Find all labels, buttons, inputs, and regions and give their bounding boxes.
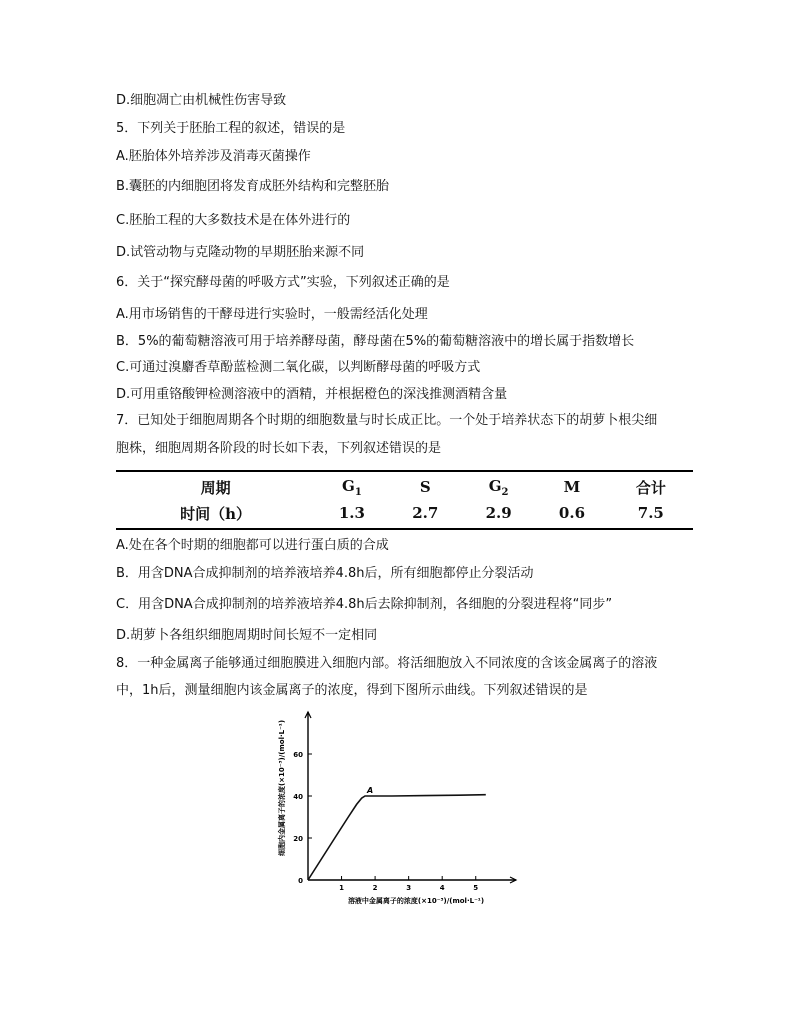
question-8-stem-line2: 中，1h后，测量细胞内该金属离子的浓度，得到下图所示曲线。下列叙述错误的是 [116,683,588,698]
table-header-row [116,471,693,500]
table-cell: 1.3 [315,500,388,529]
question-8-stem-line1: 8．一种金属离子能够通过细胞膜进入细胞内部。将活细胞放入不同浓度的含该金属离子的溶液 [116,656,658,671]
table-header-cell: S [389,471,462,500]
y-tick-label: 40 [293,793,303,801]
y-tick-label: 60 [293,751,303,759]
concentration-curve [308,795,486,880]
table-header-cell: 合计 [609,471,693,500]
option-b-q7: B．用含DNA合成抑制剂的培养液培养4.8h后，所有细胞都停止分裂活动 [116,566,534,581]
table-cell: 2.7 [389,500,462,529]
option-c-q5: C.胚胎工程的大多数技术是在体外进行的 [116,213,351,228]
y-axis-label: 细胞内金属离子的浓度(×10⁻³)/(mol·L⁻¹) [278,719,286,857]
option-b-q6: B．5%的葡萄糖溶液可用于培养酵母菌，酵母菌在5%的葡萄糖溶液中的增长属于指数增长 [116,334,635,349]
point-label-a: A [367,786,374,795]
y-tick-label: 0 [298,877,303,885]
table-header-cell: 周期 [116,471,315,500]
option-d-q6: D.可用重铬酸钾检测溶液中的酒精，并根据橙色的深浅推测酒精含量 [116,387,508,402]
option-a-q5: A.胚胎体外培养涉及消毒灭菌操作 [116,149,311,164]
question-6-stem: 6．关于“探究酵母菌的呼吸方式”实验，下列叙述正确的是 [116,275,450,290]
table-header-cell: $G_2$ [462,471,535,500]
option-c-q7: C．用含DNA合成抑制剂的培养液培养4.8h后去除抑制剂，各细胞的分裂进程将“同步” [116,597,613,612]
option-c-q6: C.可通过溴麝香草酚蓝检测二氧化碳，以判断酵母菌的呼吸方式 [116,360,481,375]
table-cell: 0.6 [535,500,608,529]
question-7-stem-line1: 7．已知处于细胞周期各个时期的细胞数量与时长成正比。一个处于培养状态下的胡萝卜根尖细 [116,413,658,428]
table-header-cell: $G_1$ [315,471,388,500]
question-7-stem-line2: 胞株，细胞周期各阶段的时长如下表，下列叙述错误的是 [116,441,442,456]
table-cell: 时间（h） [116,500,315,529]
x-axis-label: 溶液中金属离子的浓度(×10⁻³)/(mol·L⁻¹) [347,897,485,905]
cell-cycle-table [116,470,693,530]
table-cell: 2.9 [462,500,535,529]
x-tick-label: 3 [406,884,412,892]
y-tick-label: 20 [293,835,303,843]
table-row [116,500,693,529]
option-a-q7: A.处在各个时期的细胞都可以进行蛋白质的合成 [116,538,389,553]
x-tick-label: 4 [439,884,445,892]
x-tick-label: 1 [339,884,344,892]
concentration-chart [268,704,528,909]
x-tick-label: 2 [372,884,378,892]
question-5-stem: 5．下列关于胚胎工程的叙述，错误的是 [116,121,346,136]
option-d-q5: D.试管动物与克隆动物的早期胚胎来源不同 [116,245,365,260]
option-b-q5: B.囊胚的内细胞团将发育成胚外结构和完整胚胎 [116,179,390,194]
table-cell: 7.5 [609,500,693,529]
option-a-q6: A.用市场销售的干酵母进行实验时，一般需经活化处理 [116,307,428,322]
option-d-q7: D.胡萝卜各组织细胞周期时间长短不一定相同 [116,628,378,643]
table-header-cell: M [535,471,608,500]
x-tick-label: 5 [473,884,479,892]
option-d-q4: D.细胞凋亡由机械性伤害导致 [116,93,287,108]
